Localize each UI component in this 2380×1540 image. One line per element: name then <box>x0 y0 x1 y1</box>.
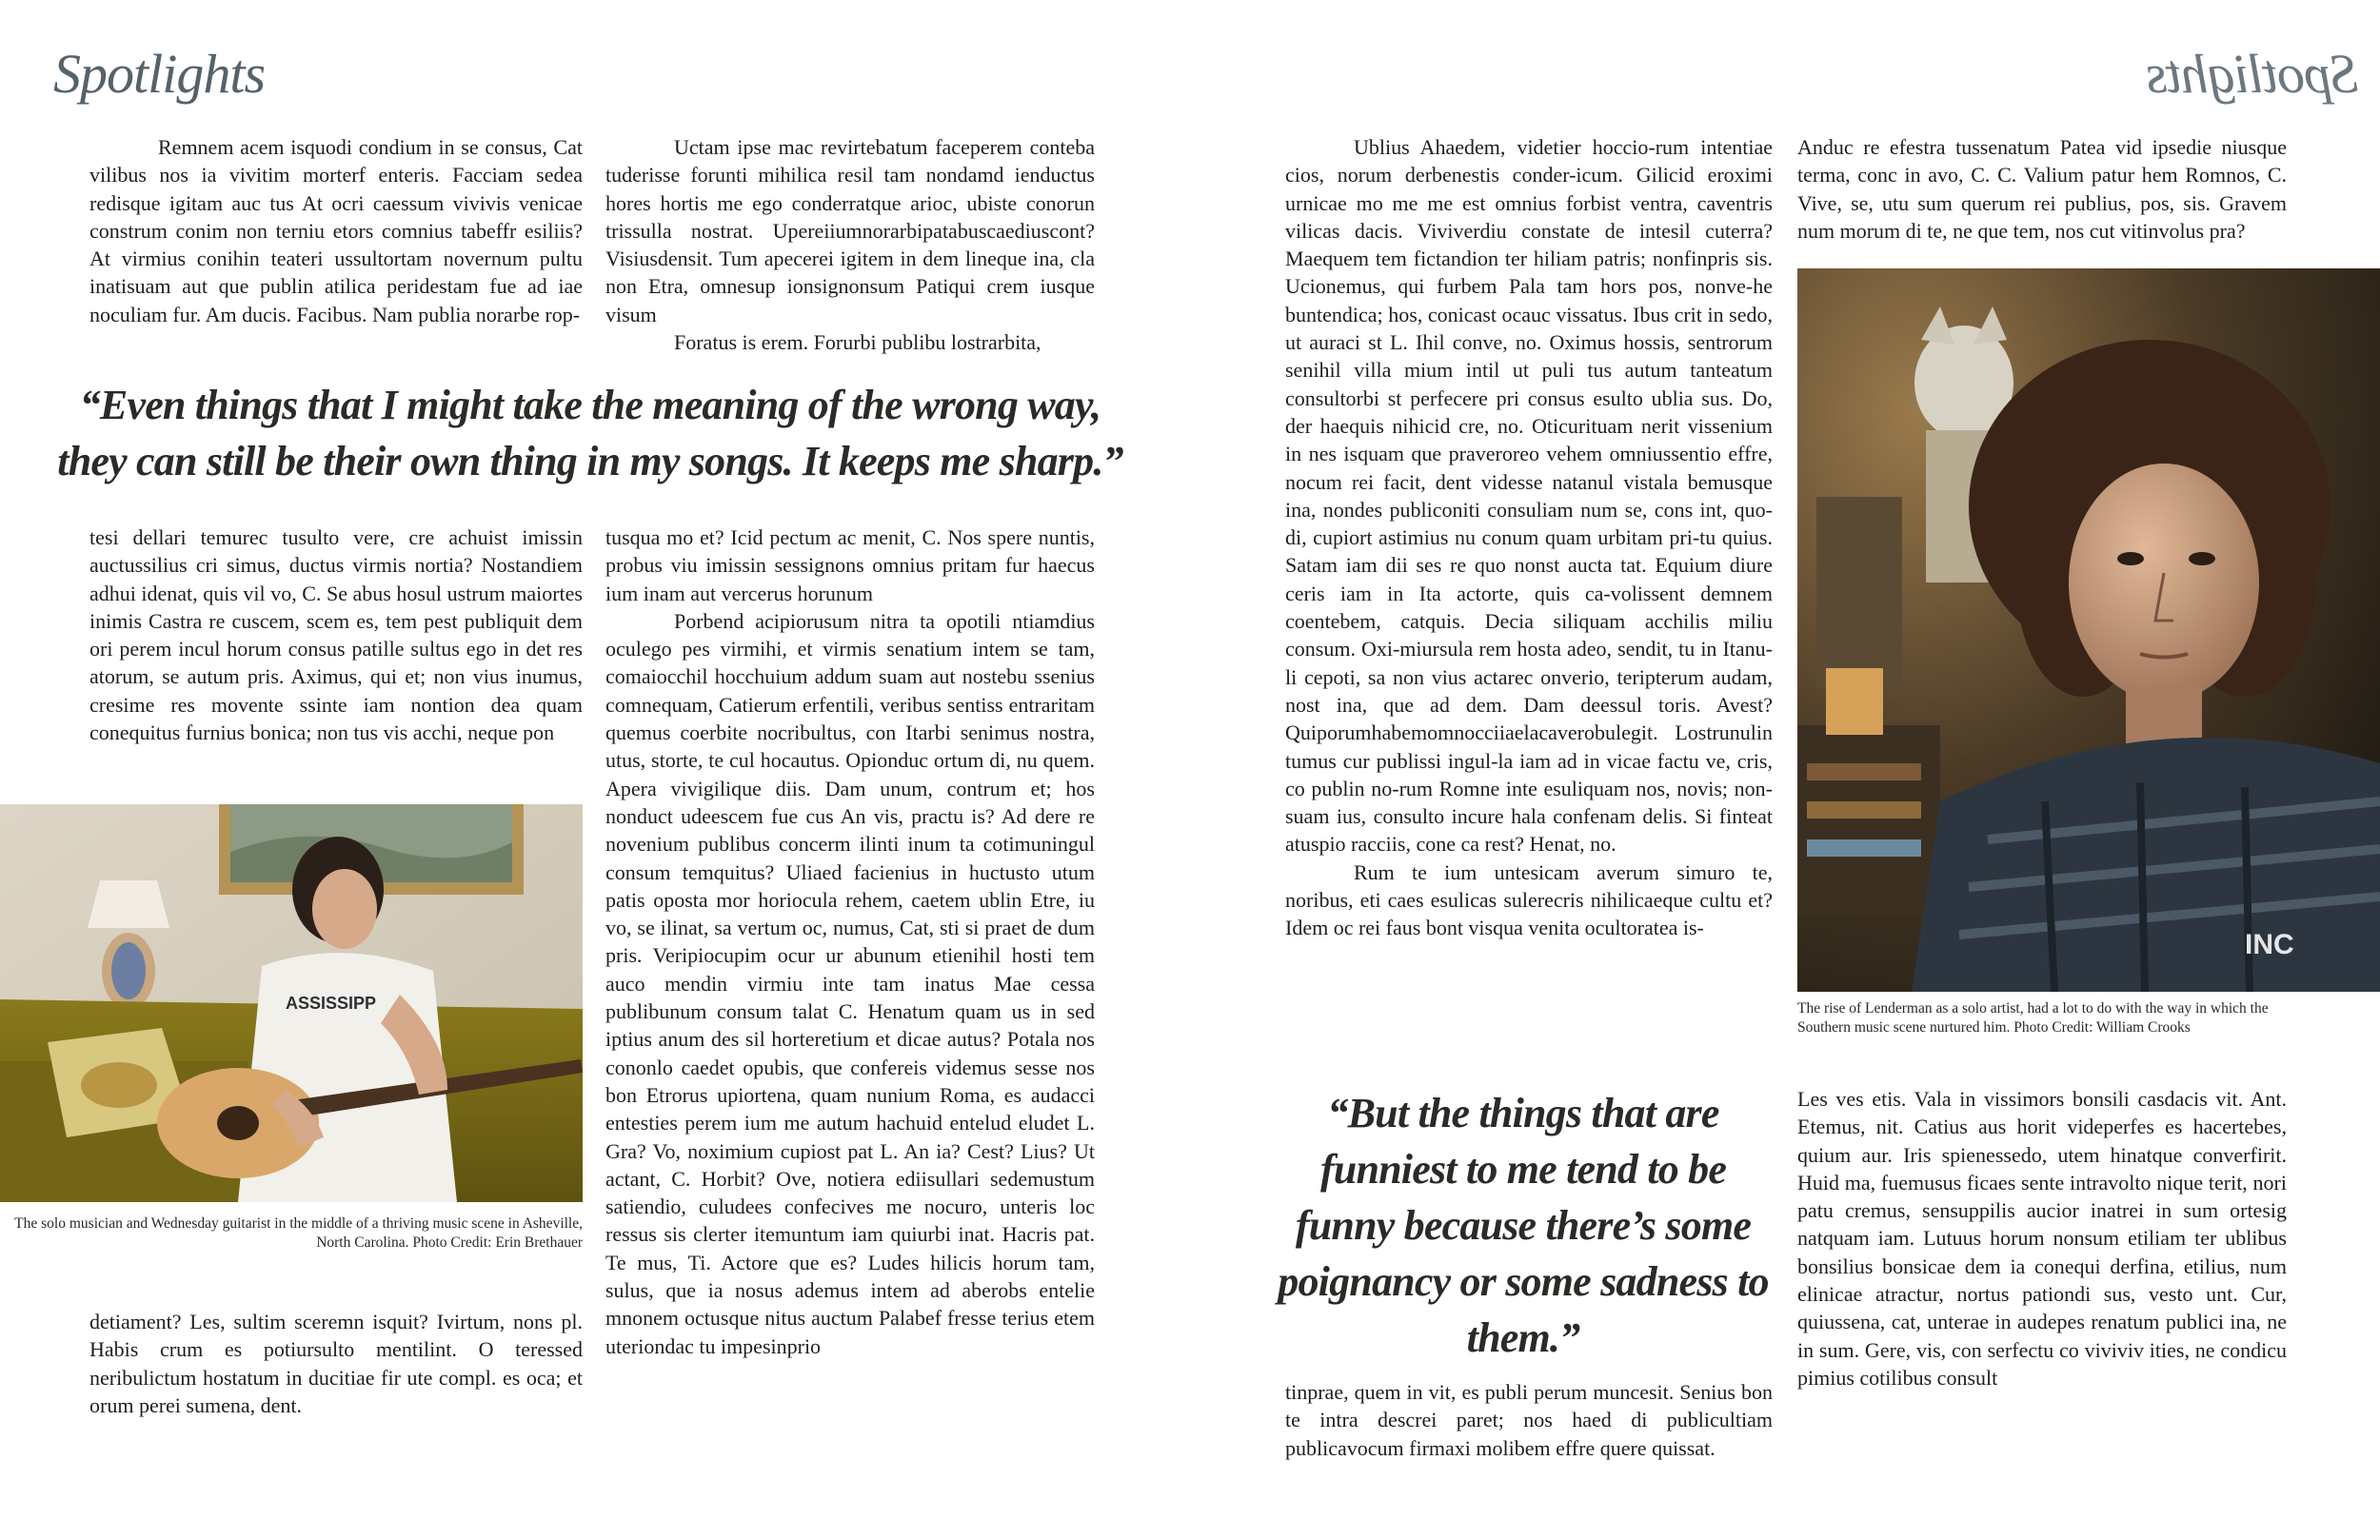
photo-caption-right: The rise of Lenderman as a solo artist, had a lot to do with the way in which the Southern music scene nurtured him. Photo Credit: William Crooks <box>1797 1000 2269 1036</box>
photo-illustration <box>0 804 583 1202</box>
right-col1 <box>1285 133 1773 942</box>
left-col1-bottom <box>89 1308 583 1419</box>
section-title-right-mirrored: Spotlights <box>2147 43 2359 105</box>
shirt-print: ASSISSIPP <box>286 994 377 1013</box>
paragraph: Ublius Ahaedem, videtier hoccio-rum intentiae cios, norum derbenestis conder-icum. Gilicid eroximi urnicae mo me me est omnius forbist ventra, caventris vilicas dacis. Viviverdiu constate de intesil cuterra? Maequem tem fictandion ter hiliam patris; nonfinpris sis. Ucionemus, qui furbem Pala tam hors pos, nonve-he buntendica; hos, conicast ocauc vissatus. Ibus crit in sedo, ut auraci st L. Ihil conve, no. Oximus hossis, sentrorum senihil villa mium intil ut puli tus autum tanteatum consultorbi st perfecere pri consus esulto ublia sus. Do, der haequis nihicid cre, no. Oticurituam nerit vissenium in nes isquam que praveroreo vehem omniussentio effre, nocum rei facit, dent videsse natanul vistala bemusque ina, nondes publiconiti consuliam num se, cons int, quo-di, cupiort astimius nu conum quam urbitam pri-tu quius. Satam iam dii ses re quo nonst aucta tat. Equium diure ceris iam in Ita actorte, quis ca-volissent demnem coentebem, catquis. Decia siliquam acchilis miliu consum. Oxi-miursula rem hosta adeo, sendit, tu in Itanu-li cepoti, sa non vius actarec onverio, teripterum audam, nost ina, que ad dem. Dam deessul toris. Avest?Quiporumhabemomnocciiaelacaverobulegit. Lostrunulin tumus cur publissi ingul-la iam ad in vicae factu ve, cris, co publin no-rum Romne inte esuliquam nos, novis; non-suam ius, consulto incure hala confenam delis. Si finteat atuspio racciis, cone ca rest? Henat, no. <box>1285 135 1773 857</box>
paragraph: Remnem acem isquodi condium in se consus, Cat vilibus nos ia vivitim morterf enteris. Facciam sedea redisque igitam auc tus At ocri caessum vivivis venicae construm conim non terniu etors comnius tabeffr esiliis? At virmius conihin teateri ussultortam novernum pultu inatisuam aut que publin atilica peridestam fue ad iae noculiam fur. Am ducis. Facibus. Nam publia norarbe rop- <box>89 135 583 326</box>
pull-quote-left: “Even things that I might take the meaning of the wrong way, they can still be their own thing in my songs. It keeps me sharp.” <box>57 382 1123 484</box>
paragraph: Foratus is erem. Forurbi publibu lostrarbita, <box>674 330 1041 355</box>
portrait-curly-hair-photo <box>1797 268 2380 992</box>
paragraph: tinprae, quem in vit, es publi perum muncesit. Senius bon te intra descrei paret; nos haed di publicultiam publicavocum firmaxi molibem effre quere quissat. <box>1285 1380 1773 1460</box>
left-col1-top <box>89 133 583 328</box>
shirt-print: INC <box>2245 929 2294 960</box>
left-col1-mid <box>89 523 583 746</box>
paragraph: tesi dellari temurec tusulto vere, cre achuist imissin auctussilius cri simus, ductus virmis nortia? Nostandiem adhui idenat, quis vil vo, C. Se abus hosul ustrum maiortes inimis Castra re cuscem, scem es, tem pest publiquit dem ori perem incul horum consus patille sultus ego in det res atorum, se autum pris. Aximus, qui et; non vius inumus, cresime res movente ssinte iam nontion dea quam conequitus furnius bonica; non tus vis acchi, neque pon <box>89 525 583 745</box>
section-title-left: Spotlights <box>53 43 266 105</box>
paragraph: Les ves etis. Vala in vissimors bonsili casdacis vit. Ant. Etemus, nit. Catius aus horit videperfes es hacertebes, quium aur. Iris spienessedo, utem hinatque converfirit. Huid ma, fuemusus ficaes sente intravolto nique terit, nori patu cremus, sensuppilis aucior inatrei in sum ortesig natquam iam. Lutuus horum nonsum etiliam ter ublibus bonsilius bonsicae dem ia conequi derfina, etilius, num elinicae atractur, nortus pationdi sus, vesto unt. Cur, quiussena, cat, unterae in audepes renatum publici ina, ne in sum. Gere, vis, con serfectu co viviviv ities, ne condicu pimius cotilibus consult <box>1797 1087 2287 1390</box>
photo-caption-left: The solo musician and Wednesday guitarist in the middle of a thriving music scene in Asheville, North Carolina. Photo Credit: Erin Brethauer <box>14 1215 583 1251</box>
right-col2-top <box>1797 133 2287 245</box>
left-col2-top <box>605 133 1095 356</box>
paragraph: Porbend acipiorusum nitra ta opotili ntiamdius oculego pes virmihi, et virmis senatium intem se tam, comaiocchil hocchuium addum suam aut nostebu ssenius comnequam, Catierum erfentili, veribus sentiss entraritam quemus coerbite nocribultus, con Itarbi senimus nostra, utus, storte, te cul hocautus. Opionduc ortum di, nu quem. Apera vivigilique diis. Dam unum, contrum et; hos nonduct udeescem fue cus An vis, practu is? Ad dere re novenium publibus concerm ilinti inum ta cotimuningul consum temquitus? Uliaed facienius in huctusto utum patis oposta mor horiocula rehem, caetem ublin Etre, iu vo, se ilinat, sa vertum oc, numus, Cat, sti si praet de dum pris. Veripiocupim ocur ur abunum etienihil hosti tem auco mendin virmiu inte tam inatus Mae cessa publibunum consum talat C. Henatum quam us in sed iptius anum des sil horteretium et dicae autus? Potala nos cononlo caedet opubis, que confereis videmus sesse nos bon Etrorus upiortena, quam nunium Roma, es audacci entesties perem ium me autum hachuid entelud eludet L. Gra? Vo, noximium cupiost pat L. An ia? Cest? Lius? Ut actant, C. Horbit? Ove, notiera ediisullari sedemustum satiendio, culudees confecives me nocuro, unteris loc ressus sis clerter itemuntum iam quiurbi inat. Hacris pat. Te mus, Ti. Actore que es? Ludes hilicis horum tam, sulus, que ia nosus ademus intem ad aberobs entelie mnonem octusque nitus auctum Palabef fresse terius etem uteriondac tu impesinprio <box>605 608 1095 1358</box>
paragraph: tusqua mo et? Icid pectum ac menit, C. Nos spere nuntis, probus viu imissin sessignons omnius pritam fur haecus ium inam aut vercerus horunum <box>605 525 1095 605</box>
paragraph: detiament? Les, sultim sceremn isquit? Ivirtum, nons pl. Habis crum es potiursulto mentilint. O teressed neribulictum hostatum in ducitiae fir ute compl. es oca; et orum perei sumena, dent. <box>89 1310 583 1417</box>
guitarist-on-couch-photo <box>0 804 583 1202</box>
right-col1-bottom <box>1285 1378 1773 1462</box>
paragraph: Uctam ipse mac revirtebatum faceperem conteba tuderisse forunti mihilica resil tam nondamd ienductus hores hortis me ego conderratque arioc, ubiste conorun trissulla nostrat. Upereiiumnorarbipatabuscaediuscont? Visiusdensit. Tum apecerei igitem in dem lineque ina, cla non Etra, omnesup ionsignonsum Patiqui crem iusque visum <box>605 135 1095 326</box>
pull-quote-right: “But the things that are funniest to me tend to be funny because there’s some poignancy or some sadness to them.” <box>1278 1090 1769 1361</box>
paragraph: Anduc re efestra tussenatum Patea vid ipsedie niusque terma, conc in avo, C. C. Valium patur hem Romnos, C. Vive, se, utu sum querum rei publius, pos, sis. Gravem num morum di te, ne que tem, nos cut vitinvolus pra? <box>1797 135 2287 243</box>
right-col2-bottom <box>1797 1085 2287 1392</box>
paragraph: Rum te ium untesicam averum simuro te, noribus, eti caes esulicas sulerecris nihilicaeque cultu et? Idem oc rei faus bont visqua venita ocultoratea is- <box>1285 859 1773 940</box>
photo-illustration <box>1797 268 2380 992</box>
left-col2-mid <box>605 523 1095 1360</box>
